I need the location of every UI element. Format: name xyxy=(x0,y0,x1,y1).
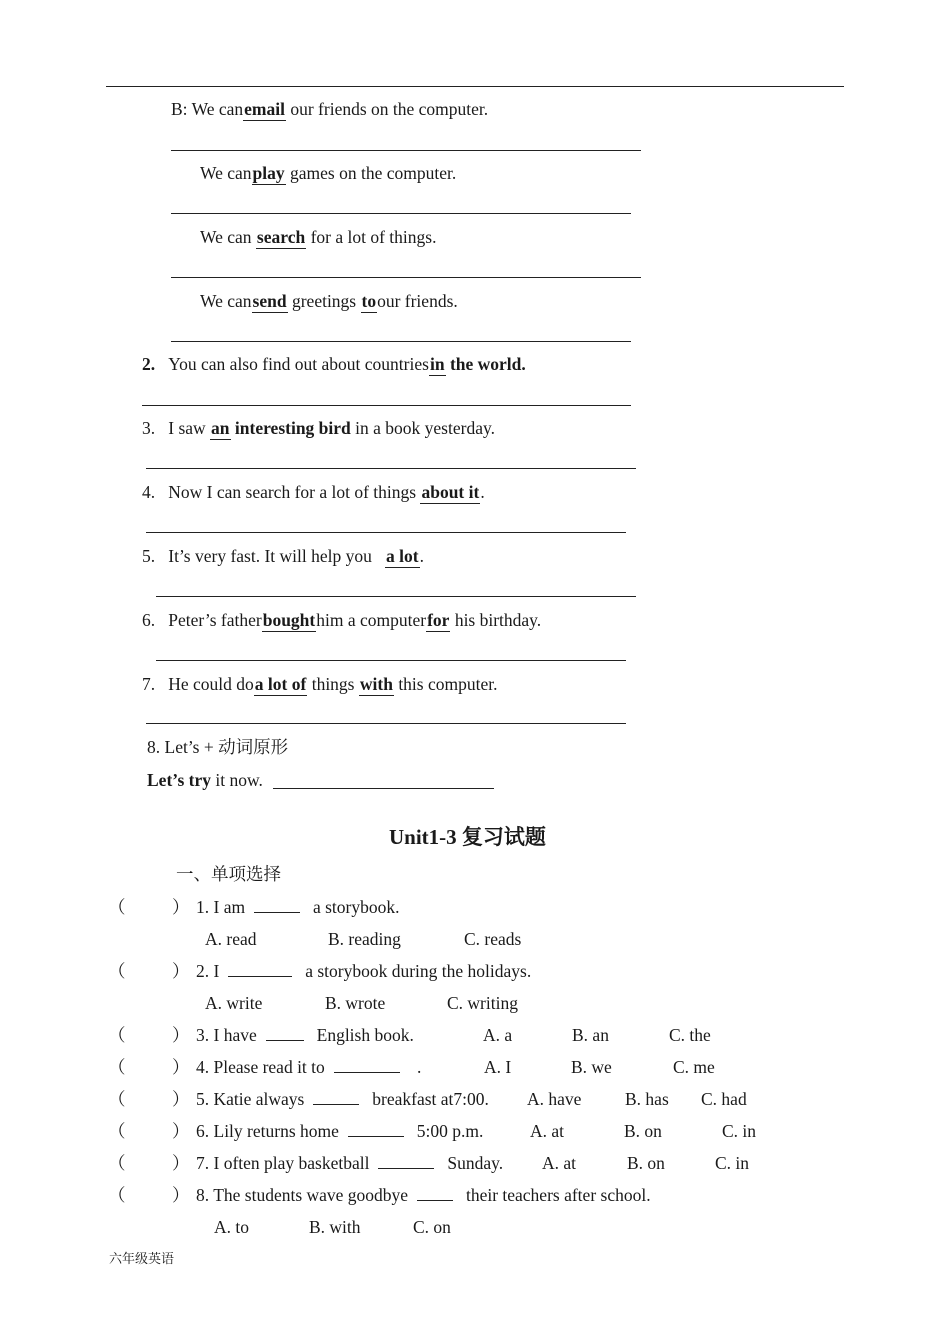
answer-line-play: We canplay games on the computer. xyxy=(200,163,457,183)
question-5: 5. It’s very fast. It will help you a lot. xyxy=(142,546,424,566)
option-c[interactable]: C. the xyxy=(669,1025,711,1045)
answer-paren-close: ） xyxy=(172,1185,190,1205)
option-b[interactable]: B. we xyxy=(571,1057,612,1077)
answer-paren-open[interactable]: （ xyxy=(108,897,126,917)
answer-paren-open[interactable]: （ xyxy=(108,1089,126,1109)
answer-line-search: We can search for a lot of things. xyxy=(200,227,437,247)
option-a[interactable]: A. to xyxy=(214,1217,249,1237)
write-line[interactable] xyxy=(156,596,636,597)
write-line[interactable] xyxy=(142,405,631,406)
option-a[interactable]: A. I xyxy=(484,1057,512,1077)
answer-paren-close: ） xyxy=(172,897,190,917)
option-c[interactable]: C. had xyxy=(701,1089,747,1109)
option-a[interactable]: A. read xyxy=(205,929,257,949)
option-b[interactable]: B. on xyxy=(624,1121,662,1141)
option-a[interactable]: A. have xyxy=(527,1089,582,1109)
option-b[interactable]: B. reading xyxy=(328,929,401,949)
answer-paren-open[interactable]: （ xyxy=(108,961,126,981)
answer-paren-close: ） xyxy=(172,1057,190,1077)
option-c[interactable]: C. writing xyxy=(447,993,518,1013)
mcq-stem: 8. The students wave goodbye their teachers after school. xyxy=(196,1185,651,1205)
option-a[interactable]: A. write xyxy=(205,993,263,1013)
question-7: 7. He could doa lot of things with this computer. xyxy=(142,674,498,694)
option-a[interactable]: A. at xyxy=(542,1153,577,1173)
option-a[interactable]: A. a xyxy=(483,1025,513,1045)
write-line[interactable] xyxy=(171,341,631,342)
write-line[interactable] xyxy=(156,660,626,661)
header-rule xyxy=(106,86,844,87)
answer-paren-open[interactable]: （ xyxy=(108,1185,126,1205)
write-line[interactable] xyxy=(146,532,626,533)
option-c[interactable]: C. in xyxy=(715,1153,750,1173)
answer-paren-open[interactable]: （ xyxy=(108,1121,126,1141)
write-line[interactable] xyxy=(146,723,626,724)
write-line[interactable] xyxy=(171,150,641,151)
option-c[interactable]: C. on xyxy=(413,1217,451,1237)
answer-line-b: B: We canemail our friends on the computer. xyxy=(171,99,489,119)
answer-paren-close: ） xyxy=(172,1089,190,1109)
question-4: 4. Now I can search for a lot of things about it. xyxy=(142,482,485,502)
option-c[interactable]: C. me xyxy=(673,1057,715,1077)
mcq-stem: 1. I am a storybook. xyxy=(196,897,400,917)
write-line[interactable] xyxy=(273,788,494,789)
mcq-stem: 2. I a storybook during the holidays. xyxy=(196,961,532,981)
option-b[interactable]: B. an xyxy=(572,1025,609,1045)
question-8-rule: 8. Let’s + 动词原形 xyxy=(147,737,289,757)
write-line[interactable] xyxy=(146,468,636,469)
section-heading: 一、单项选择 xyxy=(176,864,281,884)
option-a[interactable]: A. at xyxy=(530,1121,565,1141)
write-line[interactable] xyxy=(171,277,641,278)
mcq-stem: 3. I have English book. xyxy=(196,1025,414,1045)
write-line[interactable] xyxy=(171,213,631,214)
answer-paren-open[interactable]: （ xyxy=(108,1153,126,1173)
option-c[interactable]: C. reads xyxy=(464,929,522,949)
mcq-stem: 4. Please read it to . xyxy=(196,1057,422,1077)
option-b[interactable]: B. has xyxy=(625,1089,669,1109)
answer-paren-close: ） xyxy=(172,961,190,981)
question-6: 6. Peter’s fatherboughthim a computerfor his birthday. xyxy=(142,610,542,630)
option-b[interactable]: B. with xyxy=(309,1217,361,1237)
option-b[interactable]: B. on xyxy=(627,1153,665,1173)
option-b[interactable]: B. wrote xyxy=(325,993,386,1013)
option-c[interactable]: C. in xyxy=(722,1121,757,1141)
mcq-stem: 7. I often play basketball Sunday. xyxy=(196,1153,504,1173)
question-8-example: Let’s try it now. xyxy=(147,770,263,790)
mcq-stem: 6. Lily returns home 5:00 p.m. xyxy=(196,1121,484,1141)
answer-paren-close: ） xyxy=(172,1025,190,1045)
question-3: 3. I saw an interesting bird in a book yesterday. xyxy=(142,418,495,438)
question-2: 2. You can also find out about countriesin the world. xyxy=(142,354,526,374)
answer-paren-close: ） xyxy=(172,1121,190,1141)
answer-paren-close: ） xyxy=(172,1153,190,1173)
review-title: Unit1-3 复习试题 xyxy=(389,825,546,849)
answer-paren-open[interactable]: （ xyxy=(108,1057,126,1077)
answer-line-send: We cansend greetings toour friends. xyxy=(200,291,458,311)
mcq-stem: 5. Katie always breakfast at7:00. xyxy=(196,1089,489,1109)
page-footer: 六年级英语 xyxy=(109,1251,175,1266)
answer-paren-open[interactable]: （ xyxy=(108,1025,126,1045)
